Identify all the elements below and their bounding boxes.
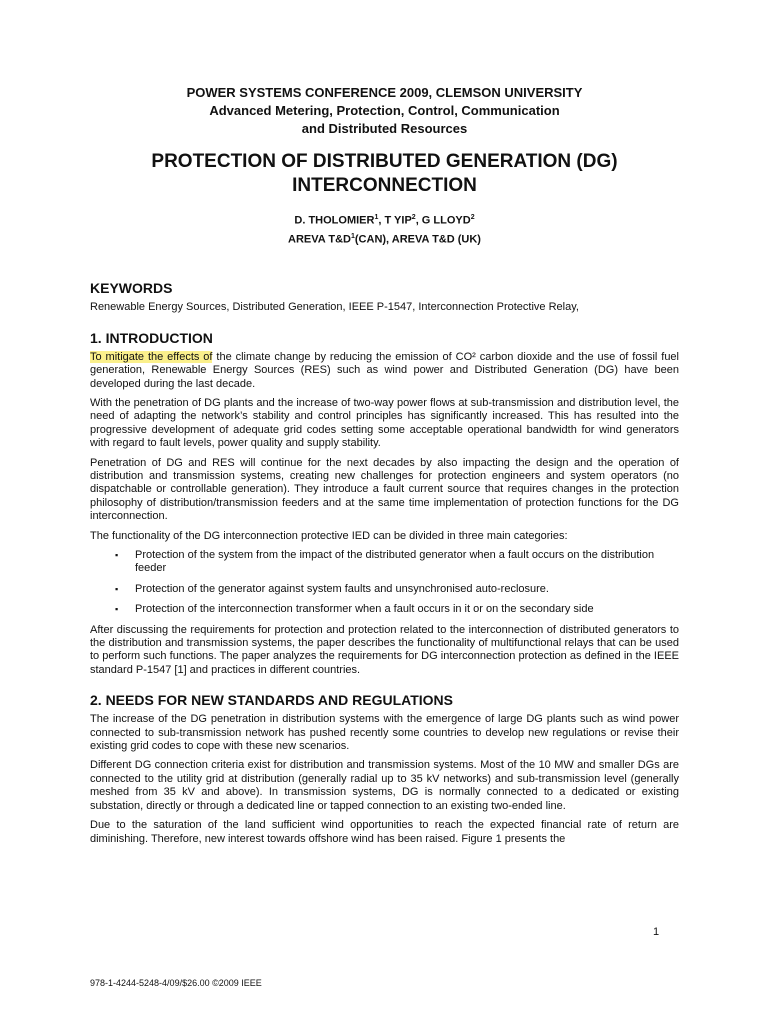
author-affiliations [90, 229, 679, 248]
section-1-paragraph-1 [90, 351, 679, 391]
keywords-heading: KEYWORDS [90, 280, 173, 297]
section-2-paragraph-2: Different DG connection criteria exist for distribution and transmission systems. Most of the 10 MW and smaller DGs are connected to the utility grid at distribution (generally radial up to 35 kV networks) and sub-transmission level (generally meshed from 35 kV and above). In transmission systems, DG is normally connected to a dedicated or existing substation, directly or through a dedicated line or tapped connection to an existing two-ended line. [90, 759, 679, 812]
author-2-affiliation: 2 [411, 214, 416, 221]
conference-subtitle-2: and Distributed Resources [301, 121, 468, 136]
affiliation-b: (CAN), AREVA T&D (UK) [354, 233, 481, 246]
author-block [90, 210, 679, 247]
section-2-paragraph-1: The increase of the DG penetration in distribution systems with the emergence of large DG plants such as wind power connected to sub-transmission network has pushed recently some countries to develop new regulations or revise their existing grid codes to cope with these new scenarios. [90, 713, 679, 753]
author-3: , G LLOYD [415, 214, 471, 227]
paper-title [90, 150, 679, 198]
page-number: 1 [653, 926, 660, 938]
copyright-footer: 978-1-4244-5248-4/09/$26.00 ©2009 IEEE [90, 978, 262, 988]
list-item: ▪ Protection of the system from the impact of the distributed generator when a fault occurs on the distribution feeder [115, 549, 655, 575]
bullet-icon: ▪ [115, 583, 119, 594]
section-1-paragraph-3: Penetration of DG and RES will continue for the next decades by also impacting the design and the operation of distribution and transmission systems, creating new challenges for protection engineers and system operators (no dispatchable or controllable generation). They introduce a fault current source that requires changes in the protection philosophy of distribution/transmission feeders and at the same time implementation of protection functions for the DG interconnection. [90, 456, 679, 523]
category-list [90, 549, 679, 617]
conference-subtitle-1: Advanced Metering, Protection, Control, Communication [209, 103, 560, 118]
section-2-paragraph-3: Due to the saturation of the land sufficient wind opportunities to reach the expected financial rate of return are diminishing. Therefore, new interest towards offshore wind has been raised. Figure 1 presents the [90, 819, 679, 845]
conference-name: POWER SYSTEMS CONFERENCE 2009, CLEMSON UNIVERSITY [186, 85, 583, 100]
section-1-paragraph-2: With the penetration of DG plants and the increase of two-way power flows at sub-transmission and distribution level, the need of adapting the network’s stability and control principles has significantly increased. This has resulted into the progressive development of adequate grid codes setting some acceptable operational bandwidth for wind generators with regard to fault levels, power quality and supply stability. [90, 396, 679, 450]
author-1: D. THOLOMIER [294, 214, 375, 227]
section-1-heading: 1. INTRODUCTION [90, 329, 213, 346]
affiliation-a: AREVA T&D [288, 233, 351, 246]
author-2: , T YIP [378, 214, 412, 227]
keywords-text: Renewable Energy Sources, Distributed Generation, IEEE P-1547, Interconnection Protective Relay, [90, 301, 579, 314]
bullet-icon: ▪ [115, 604, 119, 615]
highlighted-text[interactable]: To mitigate the effects of [90, 350, 213, 363]
list-item: ▪ Protection of the generator against system faults and unsynchronised auto-reclosure. [115, 582, 549, 595]
section-2-heading: 2. NEEDS FOR NEW STANDARDS AND REGULATIONS [90, 692, 453, 709]
author-names [90, 210, 679, 229]
section-1-paragraph-1-rest: the climate change by reducing the emission of CO² carbon dioxide and the use of fossil fuel generation, Renewable Energy Sources (RES) such as wind power and Distributed Generation (DG) have been developed during the last decade. [90, 350, 679, 390]
paper-page [90, 84, 679, 846]
section-1-paragraph-5: After discussing the requirements for protection and protection related to the interconnection of distributed generators to the distribution and transmission systems, the paper describes the functionality of multifunctional relays that can be used to perform such functions. The paper analyzes the requirements for DG interconnection protection as defined in the IEEE standard P-1547 [1] and practices in different countries. [90, 623, 679, 676]
paper-title-line-2: INTERCONNECTION [292, 175, 477, 196]
conference-header [90, 84, 679, 138]
author-3-affiliation: 2 [470, 214, 475, 221]
section-1-paragraph-4: The functionality of the DG interconnection protective IED can be divided in three main categories: [90, 529, 568, 542]
affiliation-sup: 1 [350, 232, 355, 240]
list-item: ▪ Protection of the interconnection transformer when a fault occurs in it or on the secondary side [115, 603, 594, 616]
author-1-affiliation: 1 [374, 214, 379, 221]
paper-title-line-1: PROTECTION OF DISTRIBUTED GENERATION (DG) [151, 151, 618, 172]
bullet-icon: ▪ [115, 550, 119, 560]
